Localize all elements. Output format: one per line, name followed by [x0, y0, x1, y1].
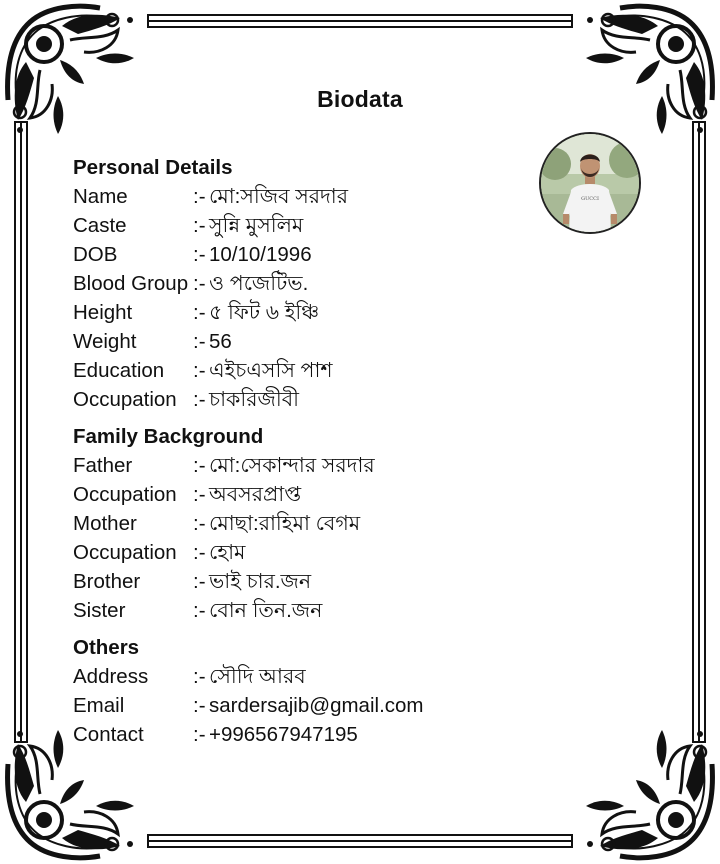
field-value: ৫ ফিট ৬ ইঞ্চি [209, 301, 320, 324]
field-value: ভাই চার.জন [209, 570, 312, 593]
row-dob [73, 240, 513, 269]
separator: :- [193, 243, 206, 266]
separator: :- [193, 388, 206, 411]
field-label: DOB [73, 243, 118, 266]
field-label: Email [73, 694, 125, 717]
separator: :- [193, 665, 206, 688]
field-label: Height [73, 301, 133, 324]
field-label: Sister [73, 599, 126, 622]
separator: :- [193, 185, 206, 208]
field-label: Brother [73, 570, 141, 593]
field-value: এইচএসসি পাশ [209, 359, 333, 382]
page-title: Biodata [317, 86, 403, 112]
separator: :- [193, 330, 206, 353]
field-value: চাকরিজীবী [209, 388, 299, 411]
field-value: অবসরপ্রাপ্ত [209, 483, 302, 506]
separator: :- [193, 359, 206, 382]
field-value: সুন্নি মুসলিম [209, 214, 304, 237]
row-caste [73, 211, 513, 240]
field-label: Education [73, 359, 165, 382]
field-value: মো:সেকান্দার সরদার [209, 454, 375, 477]
field-value: হোম [209, 541, 246, 564]
field-value: বোন তিন.জন [209, 599, 323, 622]
separator: :- [193, 723, 206, 746]
separator: :- [193, 301, 206, 324]
row-address [73, 662, 513, 691]
separator: :- [193, 694, 206, 717]
row-father [73, 451, 513, 480]
field-label: Father [73, 454, 133, 477]
separator: :- [193, 272, 206, 295]
biodata-content [73, 154, 513, 749]
field-value: সৌদি আরব [209, 665, 306, 688]
separator: :- [193, 512, 206, 535]
others-list [73, 662, 513, 749]
field-label: Mother [73, 512, 137, 535]
row-sister [73, 596, 513, 625]
field-label: Contact [73, 723, 144, 746]
separator: :- [193, 541, 206, 564]
section-heading-personal-details: Personal Details [73, 156, 233, 179]
row-education [73, 356, 513, 385]
section-heading-others: Others [73, 636, 140, 659]
field-label: Caste [73, 214, 127, 237]
corner-ornament-top-right [586, 6, 712, 134]
field-label: Occupation [73, 483, 177, 506]
field-value: 10/10/1996 [209, 243, 312, 266]
row-blood-group [73, 269, 513, 298]
email-value: sardersajib@gmail.com [209, 694, 424, 717]
field-value: মোছা:রাহিমা বেগম [209, 512, 361, 535]
row-father-occupation [73, 480, 513, 509]
contact-value: +996567947195 [209, 723, 358, 746]
row-weight [73, 327, 513, 356]
separator: :- [193, 454, 206, 477]
row-occupation [73, 385, 513, 414]
row-name [73, 182, 513, 211]
field-value: মো:সজিব সরদার [209, 185, 349, 208]
field-label: Occupation [73, 541, 177, 564]
personal-details-list [73, 182, 513, 414]
separator: :- [193, 599, 206, 622]
row-brother [73, 567, 513, 596]
profile-photo [539, 132, 641, 234]
field-value: ও পজেটিভ. [209, 272, 309, 295]
field-label: Occupation [73, 388, 177, 411]
row-height [73, 298, 513, 327]
family-background-list [73, 451, 513, 625]
field-value: 56 [209, 330, 232, 353]
section-heading-family-background: Family Background [73, 425, 264, 448]
row-contact [73, 720, 513, 749]
separator: :- [193, 570, 206, 593]
shirt-print: GUCCI [581, 196, 599, 202]
field-label: Blood Group [73, 272, 189, 295]
field-label: Weight [73, 330, 137, 353]
row-email [73, 691, 513, 720]
corner-ornament-top-left [8, 6, 134, 134]
separator: :- [193, 214, 206, 237]
separator: :- [193, 483, 206, 506]
field-label: Address [73, 665, 149, 688]
row-mother-occupation [73, 538, 513, 567]
corner-ornament-bottom-right [586, 730, 712, 858]
row-mother [73, 509, 513, 538]
field-label: Name [73, 185, 128, 208]
corner-ornament-bottom-left [8, 730, 134, 858]
